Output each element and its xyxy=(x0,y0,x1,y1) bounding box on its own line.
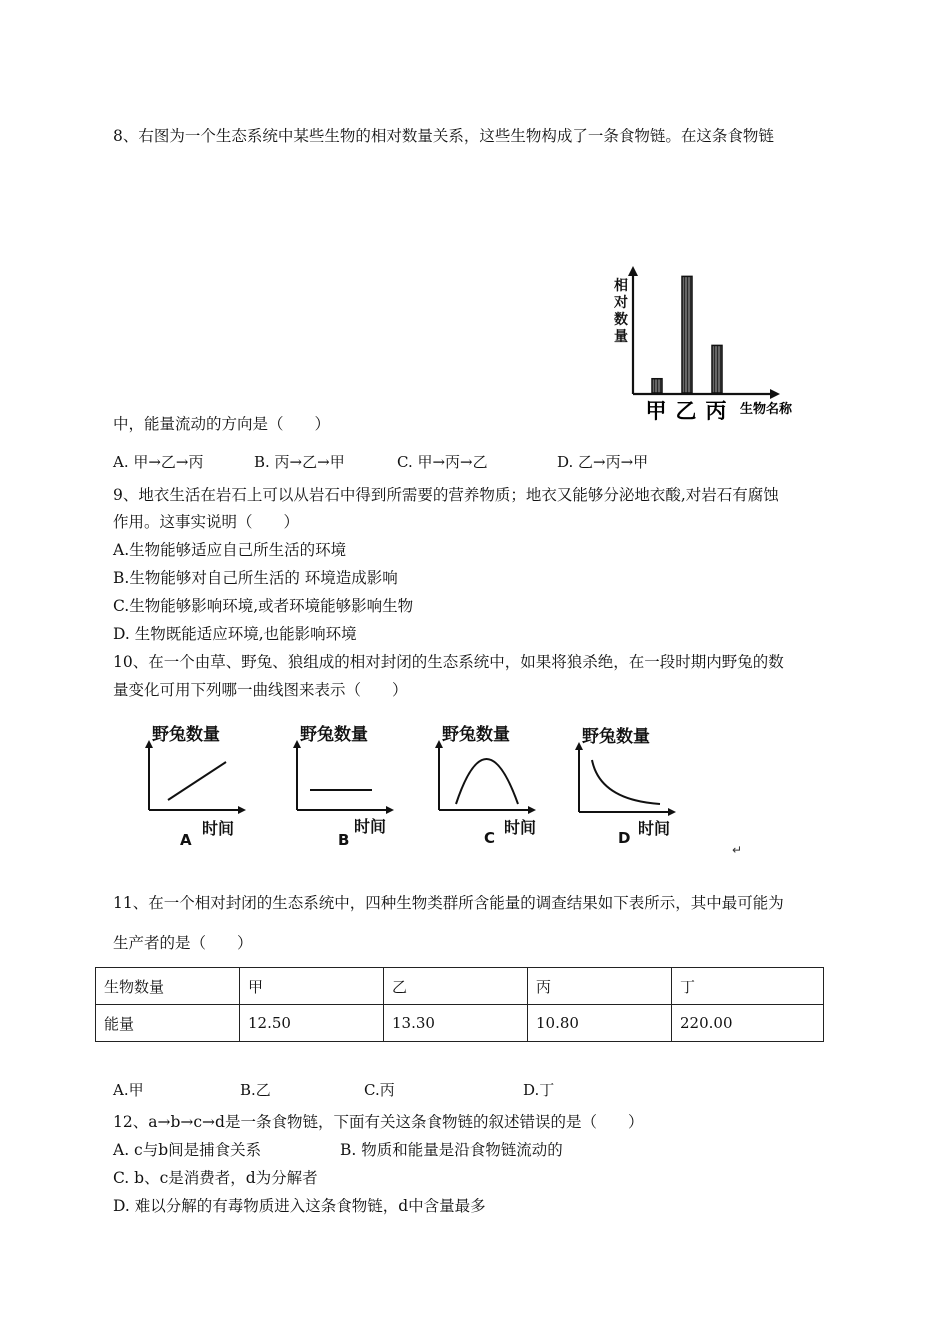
category-label-乙: 乙 xyxy=(675,399,697,423)
graph-a-letter: A xyxy=(180,831,192,849)
q11-option-d[interactable]: D.丁 xyxy=(523,1081,555,1099)
y-axis-label: 相对数量 xyxy=(614,278,628,345)
graph-a-curve xyxy=(168,762,226,800)
table-header-cell: 甲 xyxy=(240,968,384,1005)
return-mark: ↵ xyxy=(732,843,743,857)
table-header-cell: 乙 xyxy=(384,968,528,1005)
table-header-cell: 生物数量 xyxy=(96,968,240,1005)
q12-option-d[interactable]: D. 难以分解的有毒物质进入这条食物链，d中含量最多 xyxy=(113,1197,486,1215)
q8-stem-line2: 中，能量流动的方向是（ ） xyxy=(113,415,331,433)
category-label-甲: 甲 xyxy=(645,399,667,423)
q8-option-a[interactable]: A. 甲→乙→丙 xyxy=(113,453,204,471)
table-row xyxy=(96,1005,824,1042)
table-header-row xyxy=(96,968,824,1005)
q11-energy-table xyxy=(95,967,824,1042)
q10-graph-d[interactable] xyxy=(570,720,690,855)
graph-b-xlabel: 时间 xyxy=(354,817,387,836)
q12-option-a[interactable]: A. c与b间是捕食关系 xyxy=(113,1141,262,1159)
graph-b-letter: B xyxy=(338,831,350,849)
graph-a-svg xyxy=(140,718,260,853)
table-header-cell: 丙 xyxy=(528,968,672,1005)
table-cell: 220.00 xyxy=(672,1005,824,1042)
q9-option-a[interactable]: A.生物能够适应自己所生活的环境 xyxy=(113,541,347,559)
table-header-cell: 丁 xyxy=(672,968,824,1005)
q8-option-d[interactable]: D. 乙→丙→甲 xyxy=(557,453,649,471)
graph-d-ylabel: 野兔数量 xyxy=(582,727,650,747)
graph-d-xlabel: 时间 xyxy=(638,819,671,838)
x-axis-arrow xyxy=(770,389,780,399)
q9-stem-line2: 作用。这事实说明（ ） xyxy=(113,513,300,531)
table-cell: 10.80 xyxy=(528,1005,672,1042)
x-axis-label: 生物名称 xyxy=(740,402,793,417)
q8-option-c[interactable]: C. 甲→丙→乙 xyxy=(397,453,488,471)
q12-option-c[interactable]: C. b、c是消费者，d为分解者 xyxy=(113,1169,318,1187)
q12-stem-line1: 12、a→b→c→d是一条食物链，下面有关这条食物链的叙述错误的是（ ） xyxy=(113,1113,644,1131)
q9-option-c[interactable]: C.生物能够影响环境,或者环境能够影响生物 xyxy=(113,597,414,615)
q10-graph-a[interactable] xyxy=(140,718,260,853)
graph-b-ylabel: 野兔数量 xyxy=(300,725,368,745)
bar-丙 xyxy=(712,345,722,393)
table-cell: 能量 xyxy=(96,1005,240,1042)
q9-option-b[interactable]: B.生物能够对自己所生活的 环境造成影响 xyxy=(113,569,398,587)
q11-stem-line2: 生产者的是（ ） xyxy=(113,934,253,952)
graph-d-letter: D xyxy=(618,829,631,847)
q8-stem-line1: 8、右图为一个生态系统中某些生物的相对数量关系，这些生物构成了一条食物链。在这条食物链 xyxy=(113,127,774,145)
q8-bar-chart xyxy=(600,262,810,427)
q11-option-a[interactable]: A.甲 xyxy=(113,1081,144,1099)
bar-chart-svg xyxy=(600,262,810,427)
q11-option-c[interactable]: C.丙 xyxy=(364,1081,395,1099)
graph-a-xlabel: 时间 xyxy=(202,819,235,838)
graph-c-ylabel: 野兔数量 xyxy=(442,725,510,745)
graph-c-letter: C xyxy=(484,829,496,847)
table-cell: 13.30 xyxy=(384,1005,528,1042)
q10-graph-c[interactable] xyxy=(430,718,550,853)
y-axis-arrow xyxy=(628,266,638,276)
graph-c-curve xyxy=(456,759,518,804)
q11-option-b[interactable]: B.乙 xyxy=(240,1081,271,1099)
table-cell: 12.50 xyxy=(240,1005,384,1042)
bar-乙 xyxy=(682,276,692,393)
graph-a-ylabel: 野兔数量 xyxy=(152,725,220,745)
graph-d-curve xyxy=(592,760,660,804)
q12-option-b[interactable]: B. 物质和能量是沿食物链流动的 xyxy=(340,1141,563,1159)
graph-c-xlabel: 时间 xyxy=(504,818,537,837)
q9-option-d[interactable]: D. 生物既能适应环境,也能影响环境 xyxy=(113,625,357,643)
q10-graph-b[interactable] xyxy=(288,718,408,853)
q10-stem-line1: 10、在一个由草、野兔、狼组成的相对封闭的生态系统中，如果将狼杀绝，在一段时期内野兔的数 xyxy=(113,653,784,671)
q9-stem-line1: 9、地衣生活在岩石上可以从岩石中得到所需要的营养物质；地衣又能够分泌地衣酸,对岩石有腐蚀 xyxy=(113,486,779,504)
category-label-丙: 丙 xyxy=(705,399,727,423)
bar-甲 xyxy=(652,379,662,393)
q11-stem-line1: 11、在一个相对封闭的生态系统中，四种生物类群所含能量的调查结果如下表所示，其中最可能为 xyxy=(113,894,784,912)
q8-option-b[interactable]: B. 丙→乙→甲 xyxy=(254,453,345,471)
q10-stem-line2: 量变化可用下列哪一曲线图来表示（ ） xyxy=(113,681,408,699)
